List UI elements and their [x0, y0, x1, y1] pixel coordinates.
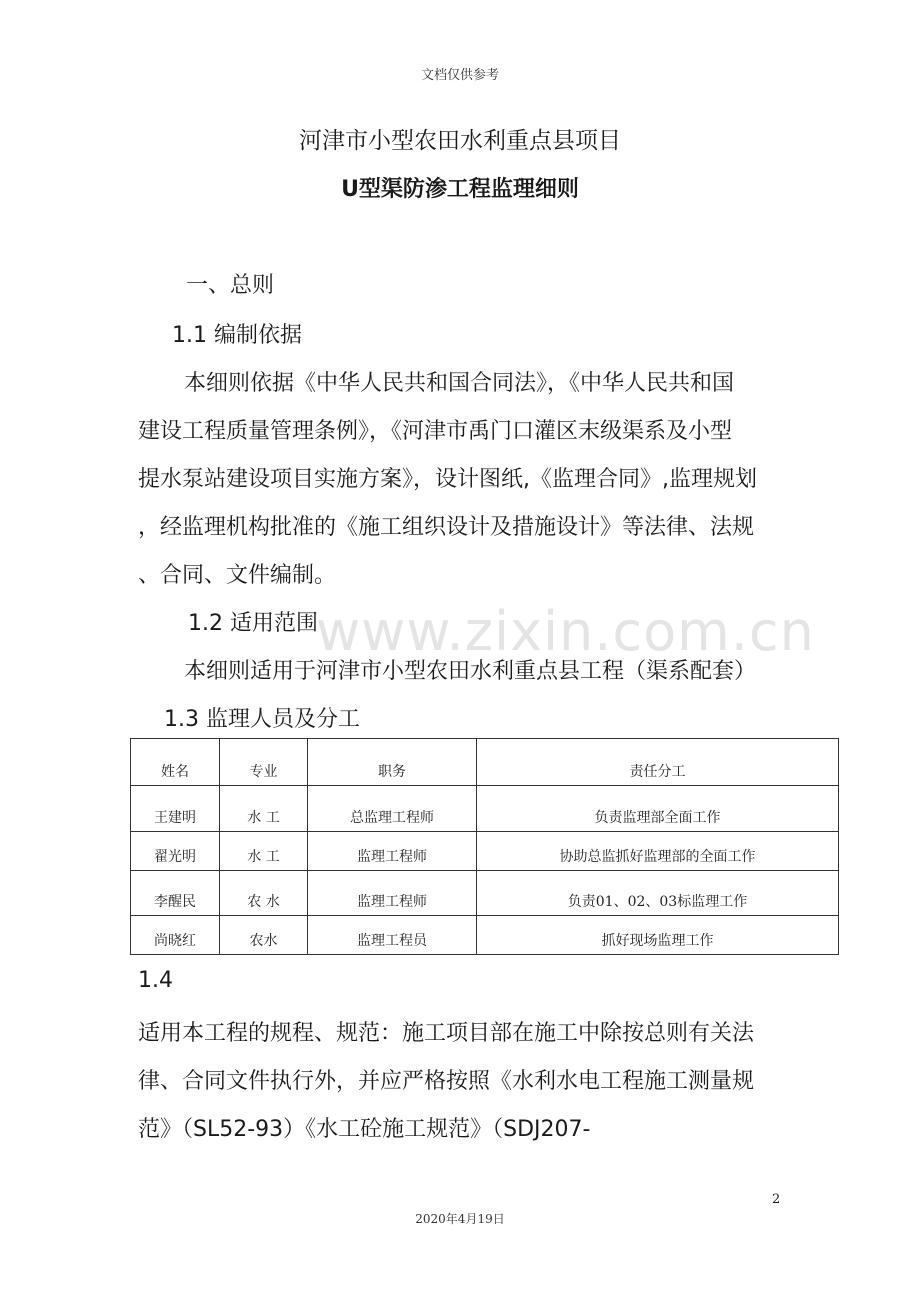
column-header-name: 姓名 — [131, 739, 220, 786]
paragraph-line: 提水泵站建设项目实施方案》，设计图纸,《监理合同》,监理规划 — [138, 467, 757, 492]
cell-position: 监理工程师 — [308, 832, 477, 871]
document-title: 河津市小型农田水利重点县项目 — [299, 128, 621, 154]
section-heading-basis: 1.1 编制依据 — [172, 323, 302, 348]
paragraph-line: 建设工程质量管理条例》，《河津市禹门口灌区末级渠系及小型 — [138, 419, 733, 444]
footer-date: 2020年4月19日 — [415, 1212, 505, 1226]
cell-duty: 负责监理部全面工作 — [477, 786, 839, 832]
cell-specialty: 农水 — [220, 916, 308, 955]
column-header-position: 职务 — [308, 739, 477, 786]
paragraph-line: 本细则适用于河津市小型农田水利重点县工程（渠系配套） — [184, 659, 757, 684]
paragraph-line: 本细则依据《中华人民共和国合同法》，《中华人民共和国 — [184, 371, 735, 396]
paragraph-line: 范》（SL52-93）《水工砼施工规范》（SDJ207- — [138, 1117, 591, 1142]
cell-duty: 负责01、02、03标监理工作 — [477, 871, 839, 916]
cell-name: 翟光明 — [131, 832, 220, 871]
section-heading-scope: 1.2 适用范围 — [188, 611, 318, 636]
cell-duty: 协助总监抓好监理部的全面工作 — [477, 832, 839, 871]
paragraph-line: 、合同、文件编制。 — [138, 563, 337, 588]
cell-duty: 抓好现场监理工作 — [477, 916, 839, 955]
paragraph-line: 律、合同文件执行外，并应严格按照《水利水电工程施工测量规 — [138, 1069, 755, 1094]
cell-position: 监理工程员 — [308, 916, 477, 955]
cell-position: 总监理工程师 — [308, 786, 477, 832]
page-number: 2 — [772, 1192, 781, 1207]
section-heading-standards: 1.4 — [138, 968, 173, 993]
cell-name: 王建明 — [131, 786, 220, 832]
cell-specialty: 水 工 — [220, 786, 308, 832]
table-row — [131, 786, 839, 832]
column-header-specialty: 专业 — [220, 739, 308, 786]
cell-position: 监理工程师 — [308, 871, 477, 916]
column-header-duty: 责任分工 — [477, 739, 839, 786]
section-heading-general: 一、总则 — [186, 273, 275, 298]
section-heading-staff: 1.3 监理人员及分工 — [164, 707, 360, 732]
paragraph-line: ，经监理机构批准的《施工组织设计及措施设计》等法律、法规 — [138, 515, 755, 540]
table-header-row — [131, 739, 839, 786]
table-row — [131, 916, 839, 955]
document-subtitle: U型渠防渗工程监理细则 — [341, 177, 579, 202]
header-note: 文档仅供参考 — [420, 68, 499, 83]
watermark: www.zixin.com.cn — [316, 600, 815, 663]
cell-name: 李醒民 — [131, 871, 220, 916]
cell-specialty: 水 工 — [220, 832, 308, 871]
cell-name: 尚晓红 — [131, 916, 220, 955]
table-row — [131, 871, 839, 916]
cell-specialty: 农 水 — [220, 871, 308, 916]
paragraph-line: 适用本工程的规程、规范：施工项目部在施工中除按总则有关法 — [138, 1021, 755, 1046]
table-row — [131, 832, 839, 871]
staff-table — [130, 738, 839, 955]
